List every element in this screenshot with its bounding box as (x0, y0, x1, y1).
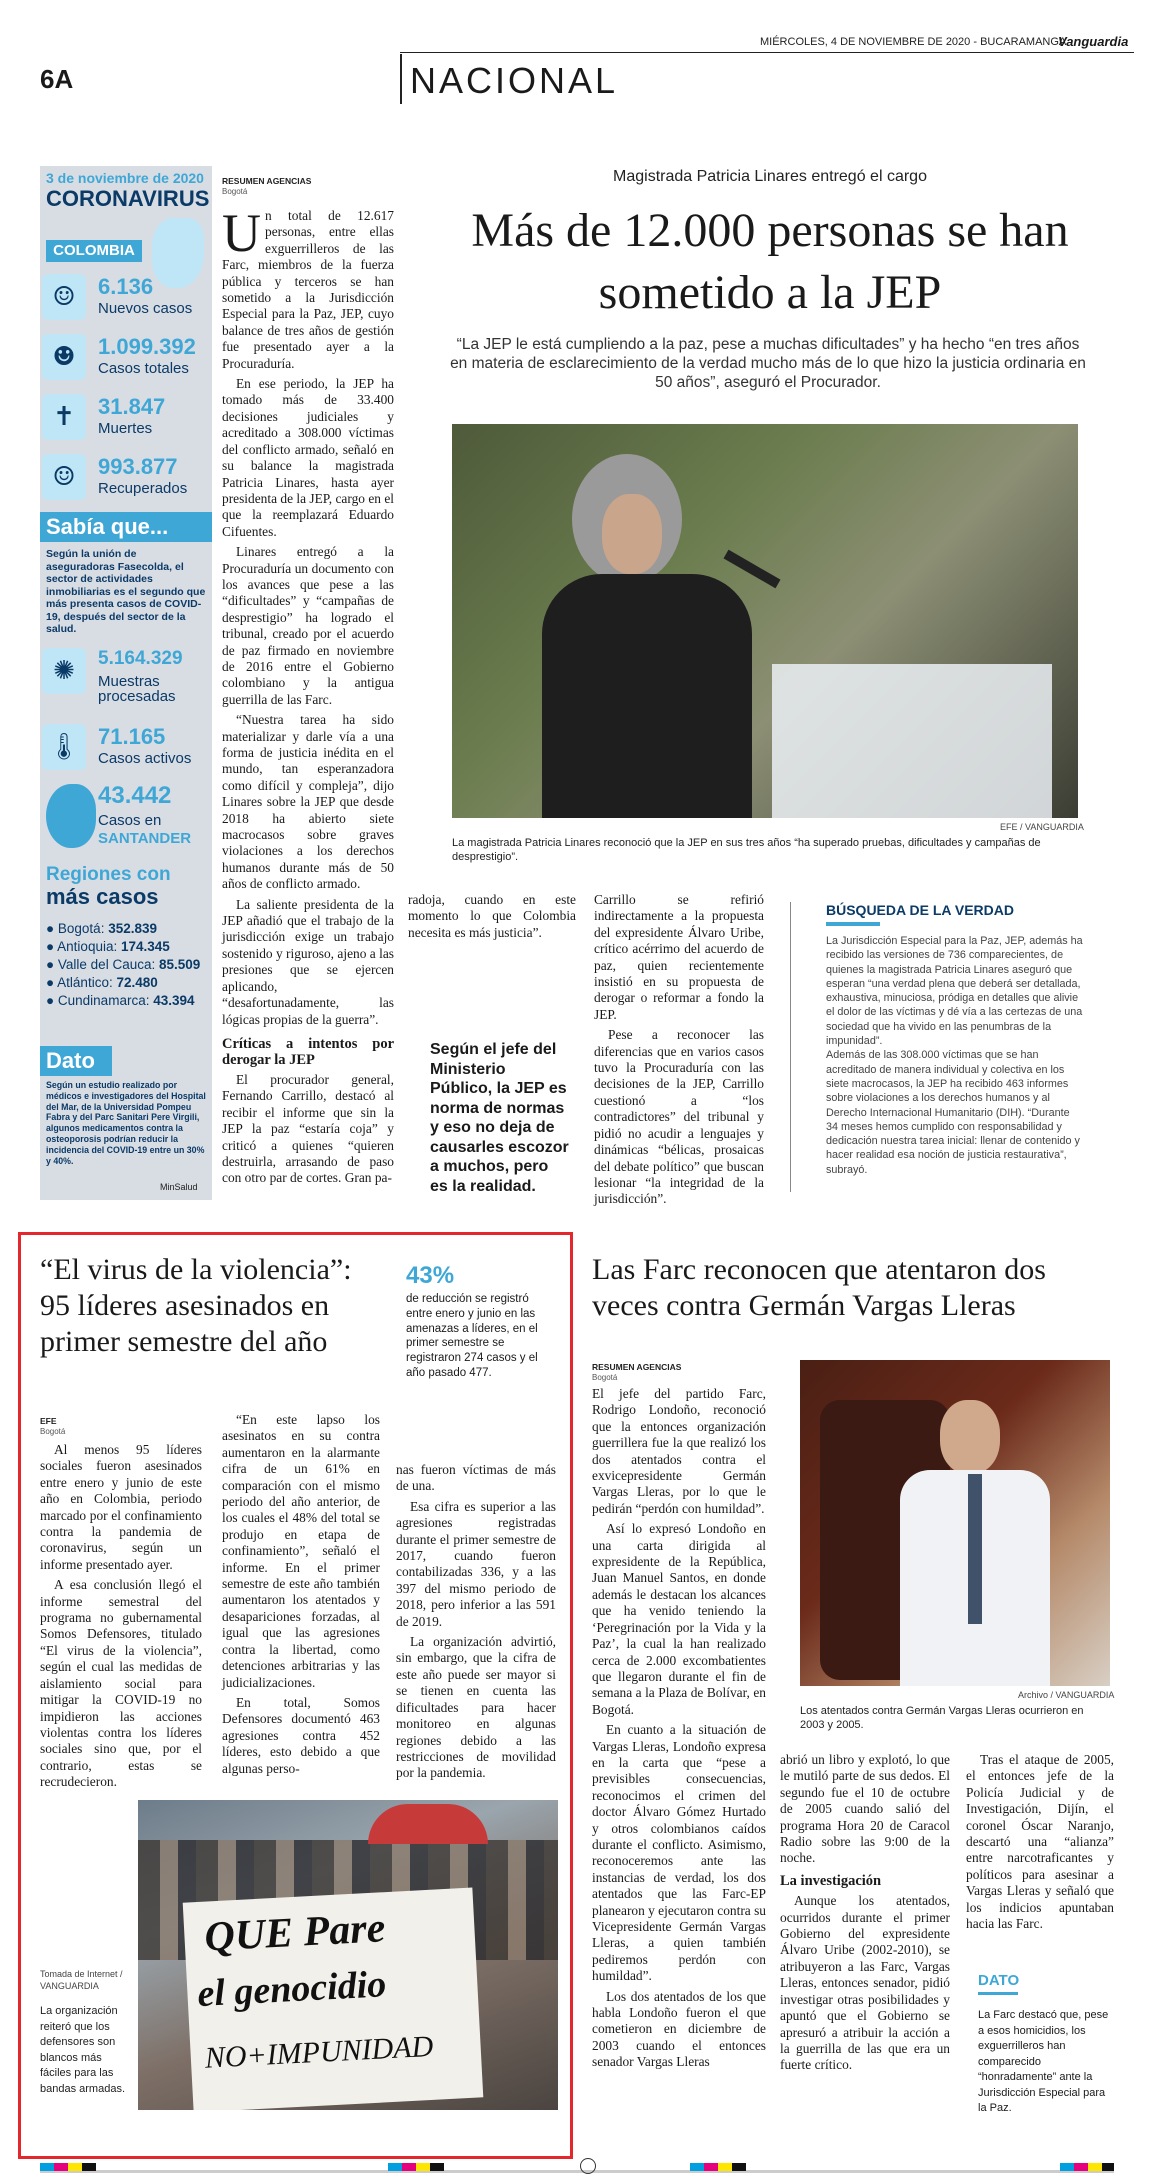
header-divider (400, 54, 402, 104)
color-bar (388, 2163, 402, 2171)
header-rule (400, 52, 1134, 53)
stat-label: Muestras procesadas (98, 673, 176, 705)
color-bar (1102, 2163, 1114, 2171)
stat-value: 993.877 (98, 454, 178, 479)
paragraph: A esa conclusión llegó el informe semestral del programa no gubernamental Somos Defensores, titulado “El virus de la violencia”, según el cual las medidas de aislamiento social para mitigar la COVID-19 no impidieron las acciones violentas contra los líderes sociales sino que, por el contrario, estas se recrudecieron. (40, 1577, 202, 1790)
paragraph: Tras el ataque de 2005, el entonces jefe de la Policía Judicial y de Investigación, Dijín, el coronel Óscar Naranjo, descartó una “alianza” entre narcotraficantes y políticos para asesinar a Vargas Lleras y señaló que los indicios apuntaban hacia las Farc. (966, 1752, 1114, 1932)
paragraph: En ese periodo, la JEP ha tomado más de 33.400 decisiones judiciales y acreditado a 308.000 víctimas del conflicto armado, señaló en su balance la magistrada Patricia Linares, hasta ayer presidenta de la JEP, cargo en el que la reemplazará Eduardo Cifuentes. (222, 376, 394, 539)
region-row: ● Bogotá: 352.839 (46, 921, 158, 936)
paragraph: El jefe del partido Farc, Rodrigo Londoño, reconoció que la entonces organización guerrillera fue la que realizó los dos atentados contra el exvicepresidente Germán Vargas Lleras, por lo que le pedirán “perdón con humildad”. (592, 1386, 766, 1516)
jep-headline: Más de 12.000 personas se han sometido a la JEP (471, 204, 1069, 319)
farc-photo-caption: Los atentados contra Germán Vargas Lleras ocurrieron en 2003 y 2005. (800, 1705, 1084, 1731)
virus-column-2 (222, 1412, 380, 1781)
paragraph: Carrillo se refirió indirectamente a la propuesta del expresidente Álvaro Uribe, crítico acérrimo del acuerdo de paz, quien recientemente insistió en su propuesta de derogar o reformar a fondo la JEP. (594, 892, 764, 1022)
farc-dato-text: La Farc destacó que, pese a esos homicidios, los exguerrilleros han comparecido “honradamente” ante la Jurisdicción Especial para la Paz. (978, 2009, 1109, 2114)
paragraph: En total, Somos Defensores documentó 463 agresiones contra 452 líderes, esto debido a que algunas perso- (222, 1694, 380, 1776)
truth-box-bracket (790, 902, 791, 1192)
microphone-icon (724, 550, 781, 589)
virus-agency: EFE (40, 1416, 57, 1426)
paragraph: Pese a reconocer las diferencias que en varios casos tuvo la Procuraduría con las decisiones de la JEP, Carrillo cuestionó a “los contradictores” del tribunal y pidió no acudir a lenguajes y dinámicas “bélicas, prosaicas del debate político” que buscan lesionar “la integridad de la jurisdicción”. (594, 1027, 764, 1207)
coronavirus-sidebar (40, 166, 212, 1200)
farc-dato-title: DATO (978, 1972, 1020, 1989)
sidebar-title: CORONAVIRUS (46, 186, 210, 211)
paragraph: Linares entregó a la Procuraduría un documento con los avances que pese a las “dificultades” y “campañas de desprestigio” ha logrado el tribunal, creado por el acuerdo de paz firmado en noviembre de 2016 entre el Gobierno colombiano y la antigua guerrilla de las Farc. (222, 544, 394, 707)
regions-title-bold: más casos (46, 884, 159, 909)
person-tie (968, 1474, 982, 1624)
color-bar (430, 2163, 444, 2171)
jep-kicker: Magistrada Patricia Linares entregó el cargo (613, 168, 927, 185)
virus-location: Bogotá (40, 1427, 66, 1436)
stat-label: Muertes (98, 420, 153, 437)
stat-total-cases (40, 330, 236, 388)
paragraph: Además de las 308.000 víctimas que se han acreditado de manera individual y colectiva en los siete macrocasos, la JEP ha recibido 463 informes sobre violaciones a los derechos humanos y al Derecho Internacional Humanitario (DIH). “Durante 34 meses hemos cumplido con responsabilidad y dedicación nuestra tarea inicial: llenar de contenido y hacer realidad esa noción de justicia restaurativa”, subrayó. (826, 1049, 1080, 1176)
person-face (602, 494, 662, 574)
stat-deaths (40, 390, 236, 448)
registration-mark-icon (580, 2158, 596, 2174)
vargas-lleras-photo (800, 1360, 1110, 1686)
color-bar (402, 2163, 416, 2171)
jep-column-1 (222, 203, 394, 1191)
stat-samples (40, 644, 236, 705)
paragraph: La saliente presidenta de la JEP añadió que el trabajo de la jurisdicción exige un trabajo sostenido y riguroso, ajeno a las presiones que se ejercen aplicando, “desafortunadamente, las lógicas propias de la guerra”. (222, 896, 394, 1027)
region-row: ● Atlántico: 72.480 (46, 975, 158, 990)
farc-column-3 (966, 1752, 1114, 1936)
farc-subhead: La investigación (780, 1872, 882, 1889)
color-bar (732, 2163, 746, 2171)
page-number: 6A (40, 64, 74, 94)
jep-first-paragraph: Un total de 12.617 personas, entre ellas exguerrilleros de las Farc, miembros de la fuerza pública y terceros se han sometido a la Jurisdicción Especial para la Paz, JEP, cuyo balance de tres años de gestión fue presentado ayer a la Procuraduría. (222, 203, 394, 371)
paragraph: Aunque los atentados, ocurridos durante el primer Gobierno del expresidente Álvaro Uribe (2002-2010), se atribuyeron a las Farc, Vargas Lleras, entonces senador, pidió investigar otras posibilidades y apuntó que el Gobierno se apresuró a atribuir la acción a la guerrilla de las que era un fuerte crítico. (780, 1893, 950, 2073)
brand-logo: Vanguardia (1058, 34, 1129, 49)
virus-icon: ✺ (42, 648, 86, 694)
section-title: NACIONAL (410, 60, 619, 101)
umbrella (368, 1804, 488, 1844)
truth-box-title: BÚSQUEDA DE LA VERDAD (826, 902, 1014, 918)
person-body (542, 574, 752, 818)
stat-label: Casos totales (98, 360, 189, 377)
paragraph: Los dos atentados de los que habla Londoño fueron el que cometieron en diciembre de 2003 cuando el entonces senador Vargas Lleras (592, 1988, 766, 2070)
truth-box-underline (826, 922, 880, 926)
jep-location: Bogotá (222, 187, 248, 196)
color-bar (704, 2163, 718, 2171)
stat-label: Nuevos casos (98, 300, 193, 317)
stat-recovered (40, 450, 236, 508)
protest-photo-caption: La organización reiteró que los defensores son blancos más fáciles para las bandas armadas. (40, 2005, 125, 2095)
virus-stat-text: de reducción se registró entre enero y junio en las amenazas a líderes, en el primer semestre se registraron 274 casos y el año pasado 477. (406, 1293, 538, 1379)
region-row: ● Cundinamarca: 43.394 (46, 993, 195, 1008)
paragraph: La organización advirtió, sin embargo, que la cifra de este año puede ser mayor si se tienen en cuenta las dificultades para hacer monitoreo en algunas regiones debido a las restricciones de movilidad por la pandemia. (396, 1634, 556, 1781)
protest-sign (183, 1888, 484, 2110)
santander-map-icon (46, 784, 96, 848)
sign-text-line: QUE Pare (203, 1905, 387, 1961)
person-head (940, 1400, 1000, 1474)
protest-photo (138, 1800, 558, 2110)
date-line: MIÉRCOLES, 4 DE NOVIEMBRE DE 2020 - BUCARAMANGA (760, 36, 1067, 48)
color-bar (68, 2163, 82, 2171)
farc-location: Bogotá (592, 1373, 618, 1382)
color-bar (690, 2163, 704, 2171)
virus-column-1 (40, 1442, 202, 1795)
stat-value: 71.165 (98, 724, 166, 749)
jep-agency: RESUMEN AGENCIAS (222, 176, 312, 186)
sidebar-source: MinSalud (160, 1182, 198, 1192)
sabia-title: Sabía que... (40, 512, 212, 542)
stat-new-cases (40, 270, 236, 328)
jep-pullquote: Según el jefe del Ministerio Público, la JEP es norma de normas y eso no deja de causarles escozor a muchos, pero es la realidad. (430, 1041, 569, 1195)
thermometer-icon: 🌡 (42, 724, 86, 770)
feet-icon: ✝ (42, 394, 86, 440)
paragraph: “En este lapso los asesinatos en su contra aumentaron en la alarmante cifra de un 61% en comparación con el mismo periodo del año anterior, de los cuales el 48% del total se produjo en etapa de confinamiento”, señaló el informe. En el primer semestre de este año también aumentaron los atentados y desapariciones forzadas, al igual que las agresiones contra la libertad, como detenciones arbitrarias y las judicializaciones. (222, 1412, 380, 1690)
stat-label: Recuperados (98, 480, 188, 497)
jep-photo-caption: La magistrada Patricia Linares reconoció que la JEP en sus tres años “ha superado pruebas, dificultades y campañas de desprestigio”. (452, 837, 1041, 863)
recovered-person-icon: ☺ (42, 454, 86, 500)
podium (772, 664, 1052, 818)
color-bar (1060, 2163, 1074, 2171)
paragraph: En cuanto a la situación de Vargas Lleras, Londoño expresa en la carta que “pese a previsibles consecuencias, reconocimos el crimen del doctor Álvaro Gómez Hurtado y otros colombianos caídos durante el conflicto. Asimismo, reconoceremos ante las instancias de verdad, los dos atentados que las Farc-EP planearon y ejecutaron contra su Vicepresidente Germán Vargas Lleras, a quien también pediremos perdón con humildad”. (592, 1722, 766, 1984)
color-bar (1088, 2163, 1102, 2171)
virus-stat-value: 43% (406, 1262, 455, 1289)
sign-text-line: el genocidio (196, 1963, 388, 2016)
stat-value: 31.847 (98, 394, 166, 419)
paragraph: Así lo expresó Londoño en una carta dirigida al expresidente de la República, Juan Manuel Santos, en donde además le destacan los alcances que ha venido teniendo la ‘Peregrinación por la Vida y la Paz’, la cual la han realizado cerca de 2.000 excombatientes que llegaron durante el fin de semana a la Plaza de Bolívar, en Bogotá. (592, 1521, 766, 1717)
paragraph: “Nuestra tarea ha sido materializar y darle vía a una forma de justicia inédita en el mundo, tan esperanzadora como difícil y compleja”, dijo Linares sobre la JEP que desde 2018 ha abierto siete macrocasos sobre graves violaciones a los derechos humanos durante más de 50 años de conflicto armado. (222, 712, 394, 892)
regions-list (46, 918, 210, 1011)
paragraph: nas fueron víctimas de más de una. (396, 1462, 556, 1494)
stat-active (40, 720, 236, 778)
farc-column-1 (592, 1386, 766, 2075)
paragraph: abrió un libro y explotó, lo que le mutiló parte de sus dedos. El segundo fue el 10 de octubre de 2005 cuando salió del programa Hora 20 de Caracol Radio sobre las 9:00 de la noche. (780, 1752, 950, 1866)
jep-photo (452, 424, 1078, 818)
sidebar-date: 3 de noviembre de 2020 (46, 170, 204, 186)
stat-value: 6.136 (98, 274, 154, 299)
farc-agency: RESUMEN AGENCIAS (592, 1362, 682, 1372)
footer-rule (40, 2170, 1114, 2173)
stat-label: Casos activos (98, 750, 192, 767)
jep-subhead: Críticas a intentos por derogar la JEP (222, 1035, 394, 1068)
region-row: ● Antioquia: 174.345 (46, 939, 170, 954)
virus-column-3 (396, 1462, 556, 1786)
drop-cap: U (222, 203, 261, 263)
dato-text: Según un estudio realizado por médicos e investigadores del Hospital del Mar, de la Universidad Pompeu Fabra y del Parc Sanitari Pere Virgili, algunos medicamentos contra la osteoporosis podrían reducir la incidencia del COVID-19 entre un 30% y 40%. (46, 1080, 206, 1166)
jep-photo-credit: EFE / VANGUARDIA (1000, 822, 1084, 832)
santander-label: Casos en (98, 812, 162, 829)
color-bar (54, 2163, 68, 2171)
sabia-text: Según la unión de aseguradoras Fasecolda, el sector de actividades inmobiliarias es el segundo que más presenta casos de COVID-19, después del sector de la salud. (46, 548, 206, 635)
farc-column-2 (780, 1752, 950, 2078)
region-row: ● Valle del Cauca: 85.509 (46, 957, 201, 972)
paragraph: La Jurisdicción Especial para la Paz, JEP, además ha recibido las versiones de 736 comparecientes, de quienes la magistrada Patricia Linares aseguró que esperan “una verdad plena que deberá ser detallada, exhaustiva, minuciosa, pródiga en detalles que alivie el dolor de las víctimas y dé vía a las certezas de una sociedad que ha vivido en las penumbras de la impunidad”. (826, 935, 1083, 1048)
color-bar (416, 2163, 430, 2171)
paragraph: radoja, cuando en este momento lo que Colombia necesita es más justicia”. (408, 892, 576, 940)
person-mask-icon: ☺ (42, 274, 86, 320)
dato-title: Dato (40, 1046, 112, 1076)
jep-column-3 (594, 892, 764, 1212)
stat-value: 5.164.329 (98, 648, 183, 669)
people-icon: ☻ (42, 334, 86, 380)
stat-value: 1.099.392 (98, 334, 196, 359)
country-badge: COLOMBIA (46, 240, 142, 262)
regions-title: Regiones con (46, 864, 171, 885)
protest-photo-credit: Tomada de Internet / VANGUARDIA (40, 1969, 123, 1991)
color-bar (718, 2163, 732, 2171)
jep-deck: “La JEP le está cumpliendo a la paz, pese a muchas dificultades” y ha hecho “en tres años en materia de esclarecimiento de la verdad mucho más de lo que hizo la justicia ordinaria en 50 años”, aseguró el Procurador. (450, 336, 1086, 391)
farc-dato-underline (978, 1992, 1018, 1995)
santander-value: 43.442 (98, 782, 172, 809)
truth-box-text (826, 934, 1084, 1177)
farc-photo-credit: Archivo / VANGUARDIA (1018, 1690, 1115, 1700)
sign-text-line: NO+IMPUNIDAD (204, 2029, 434, 2075)
jep-column-2 (408, 892, 576, 945)
color-bar (1074, 2163, 1088, 2171)
virus-headline: “El virus de la violencia”: 95 líderes asesinados en primer semestre del año (40, 1253, 352, 1358)
santander-name: SANTANDER (98, 830, 192, 847)
color-bar (40, 2163, 54, 2171)
color-bar (82, 2163, 96, 2171)
farc-headline: Las Farc reconocen que atentaron dos veces contra Germán Vargas Lleras (592, 1253, 1046, 1322)
paragraph: Al menos 95 líderes sociales fueron asesinados entre enero y junio de este año en Colombia, periodo marcado por el confinamiento contra la pandemia de coronavirus, según un informe presentado ayer. (40, 1442, 202, 1572)
paragraph: El procurador general, Fernando Carrillo, destacó al recibir el informe que sin la JEP la paz “estaría coja” y criticó a quienes “quieren destruirla, arrasando de paso con otro par de cortes. Gran pa- (222, 1071, 394, 1186)
paragraph: Esa cifra es superior a las agresiones registradas durante el primer semestre de 2017, cuando fueron contabilizadas 336, y a las 397 del mismo periodo de 2018, pero inferior a las 591 de 2019. (396, 1498, 556, 1629)
